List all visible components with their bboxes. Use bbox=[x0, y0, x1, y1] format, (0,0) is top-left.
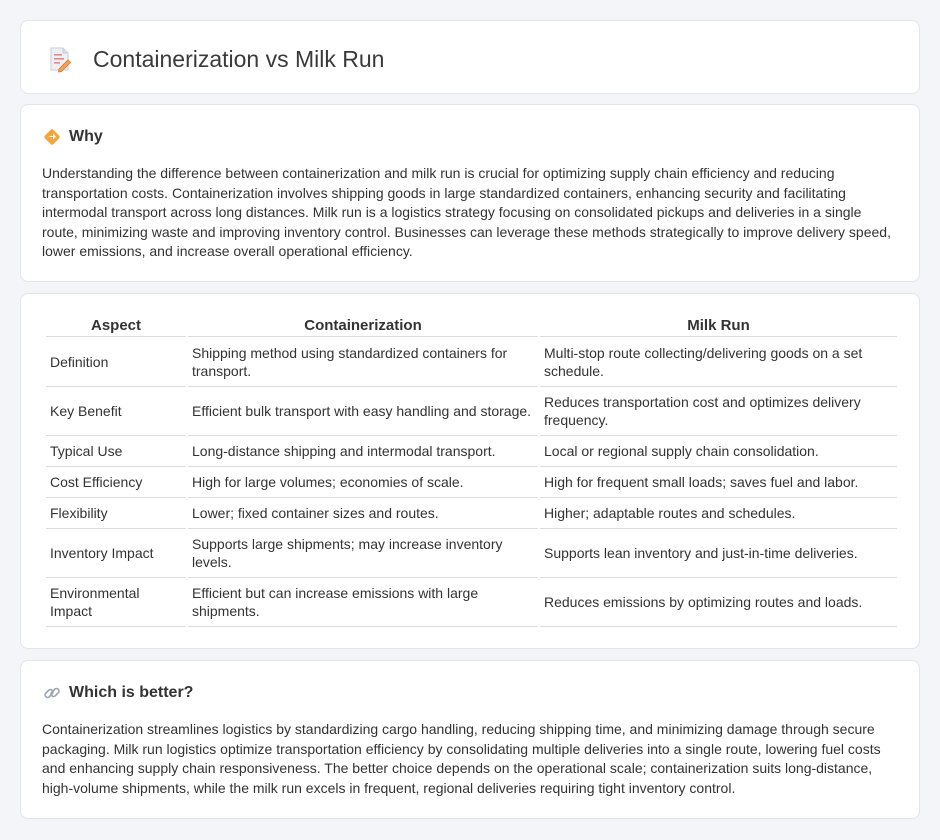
aspect-cell: Flexibility bbox=[46, 497, 186, 528]
milk-run-cell: Supports lean inventory and just-in-time deliveries. bbox=[540, 528, 897, 577]
why-title: Why bbox=[69, 128, 103, 145]
better-title: Which is better? bbox=[69, 684, 194, 701]
page-title: Containerization vs Milk Run bbox=[93, 45, 385, 72]
aspect-cell: Typical Use bbox=[46, 435, 186, 466]
table-row bbox=[46, 435, 897, 466]
document-edit-icon bbox=[45, 45, 73, 73]
table-row bbox=[46, 528, 897, 577]
header-card bbox=[20, 20, 920, 94]
table-row bbox=[46, 336, 897, 386]
header-containerization: Containerization bbox=[304, 316, 422, 334]
table-row bbox=[46, 386, 897, 435]
comparison-card bbox=[20, 293, 920, 649]
containerization-cell: Efficient but can increase emissions with large shipments. bbox=[188, 577, 538, 627]
aspect-cell: Cost Efficiency bbox=[46, 466, 186, 497]
containerization-cell: Shipping method using standardized containers for transport. bbox=[188, 336, 538, 386]
milk-run-cell: Higher; adaptable routes and schedules. bbox=[540, 497, 897, 528]
why-section bbox=[20, 104, 920, 282]
aspect-cell: Key Benefit bbox=[46, 386, 186, 435]
containerization-cell: Supports large shipments; may increase inventory levels. bbox=[188, 528, 538, 577]
containerization-cell: Long-distance shipping and intermodal transport. bbox=[188, 435, 538, 466]
better-body: Containerization streamlines logistics by standardizing cargo handling, reducing shipping time, and minimizing damage through secure packaging. Milk run logistics optimize transportation efficiency by consolidating multiple deliveries into a single route, lowering fuel costs and enhancing supply chain responsiveness. The better choice depends on the operational scale; containerization suits long-distance, high-volume shipments, while the milk run excels in frequent, regional deliveries requiring tight inventory control. bbox=[42, 721, 881, 796]
containerization-cell: Lower; fixed container sizes and routes. bbox=[188, 497, 538, 528]
aspect-cell: Definition bbox=[46, 336, 186, 386]
table-row bbox=[46, 497, 897, 528]
link-icon bbox=[43, 684, 61, 702]
milk-run-cell: Reduces emissions by optimizing routes and loads. bbox=[540, 577, 897, 627]
milk-run-cell: Local or regional supply chain consolidation. bbox=[540, 435, 897, 466]
diamond-direction-icon bbox=[43, 128, 61, 146]
header-milk-run: Milk Run bbox=[687, 316, 750, 334]
which-is-better-section bbox=[20, 660, 920, 819]
aspect-cell: Environmental Impact bbox=[46, 577, 186, 627]
comparison-table bbox=[44, 316, 899, 627]
header-aspect: Aspect bbox=[90, 316, 142, 334]
aspect-cell: Inventory Impact bbox=[46, 528, 186, 577]
milk-run-cell: Reduces transportation cost and optimizes delivery frequency. bbox=[540, 386, 897, 435]
milk-run-cell: High for frequent small loads; saves fuel and labor. bbox=[540, 466, 897, 497]
why-body: Understanding the difference between containerization and milk run is crucial for optimizing supply chain efficiency and reducing transportation costs. Containerization involves shipping goods in large standardized containers, enhancing security and facilitating intermodal transport across long distances. Milk run is a logistics strategy focusing on consolidated pickups and deliveries in a single route, minimizing waste and improving inventory control. Businesses can leverage these methods strategically to improve delivery speed, lower emissions, and increase overall operational efficiency. bbox=[42, 165, 891, 260]
table-row bbox=[46, 577, 897, 627]
table-row bbox=[46, 466, 897, 497]
table-header-row bbox=[46, 316, 897, 336]
containerization-cell: Efficient bulk transport with easy handling and storage. bbox=[188, 386, 538, 435]
containerization-cell: High for large volumes; economies of scale. bbox=[188, 466, 538, 497]
milk-run-cell: Multi-stop route collecting/delivering goods on a set schedule. bbox=[540, 336, 897, 386]
